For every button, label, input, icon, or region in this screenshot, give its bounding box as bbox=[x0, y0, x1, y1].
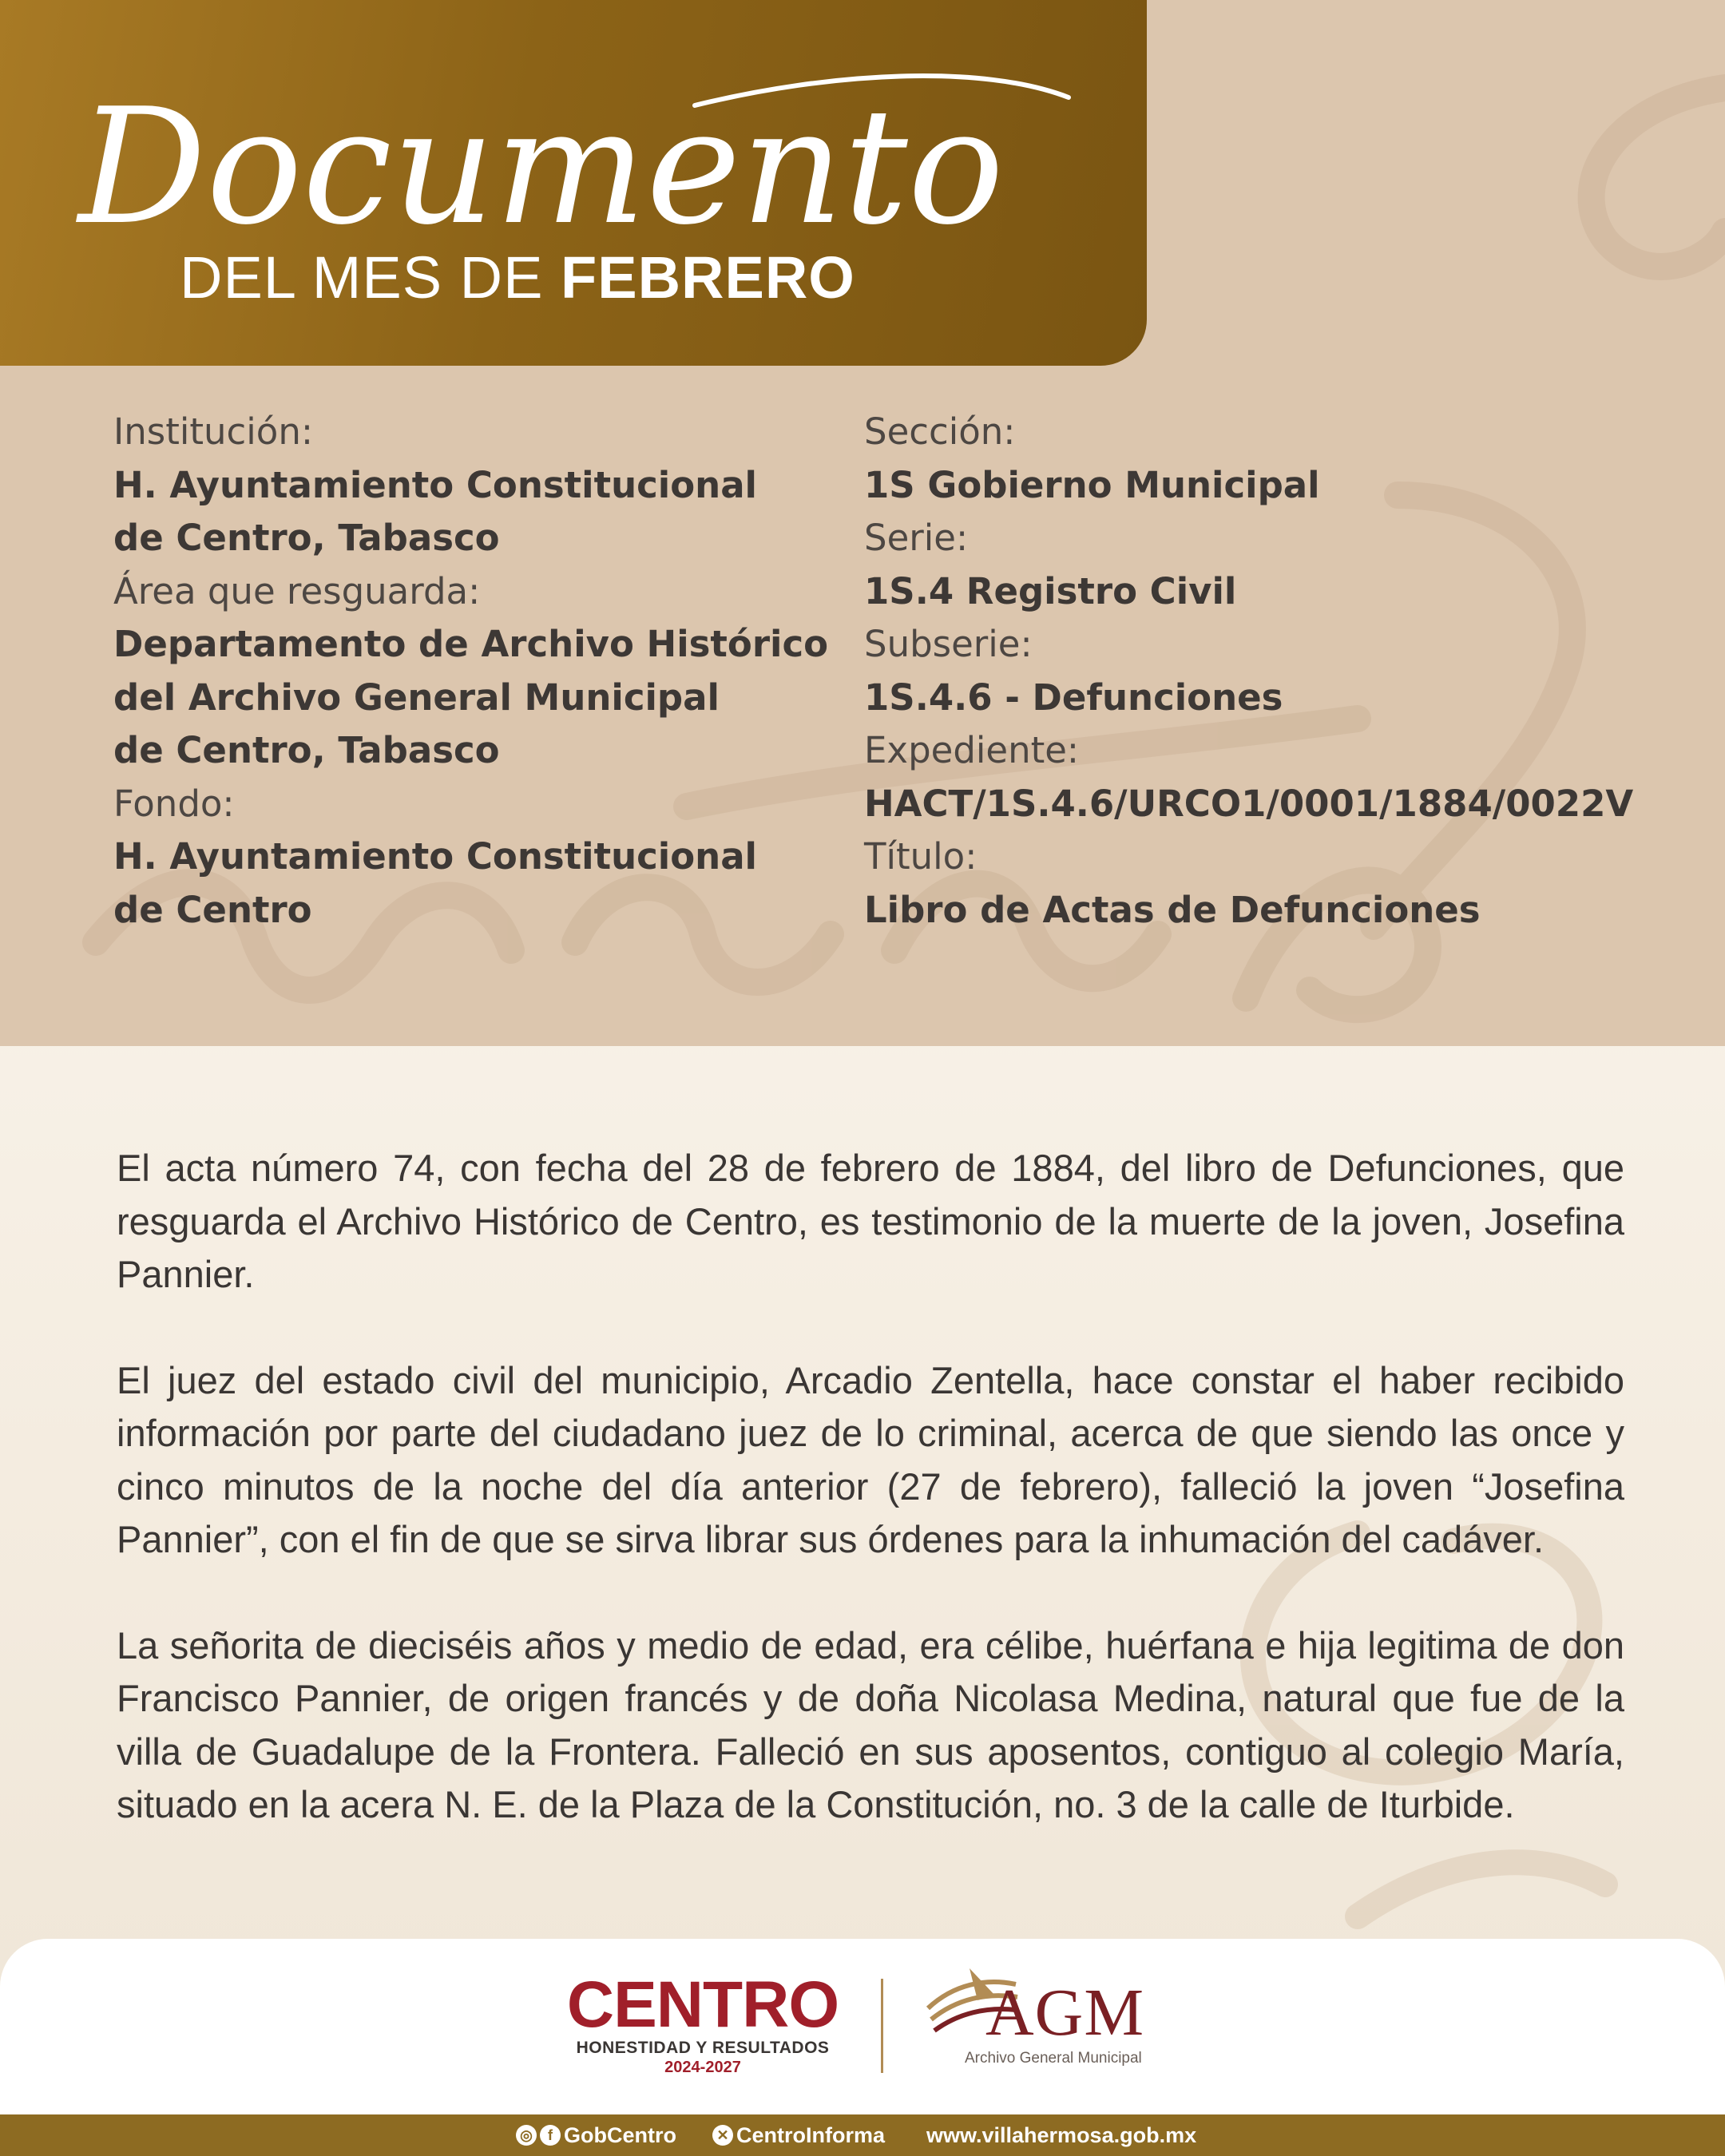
meta-value-institucion: H. Ayuntamiento Constitucional de Centro, Tabasco bbox=[113, 463, 757, 559]
subtitle-month: FEBRERO bbox=[561, 244, 855, 311]
script-title bbox=[72, 56, 1110, 264]
social-centroinforma[interactable] bbox=[712, 2121, 885, 2150]
meta-label-subserie: Subserie: bbox=[864, 623, 1033, 665]
agm-logo-subtitle: Archivo General Municipal bbox=[965, 2050, 1142, 2067]
meta-value-expediente: HACT/1S.4.6/URCO1/0001/1884/0022V bbox=[864, 782, 1634, 825]
meta-label-serie: Serie: bbox=[864, 517, 969, 559]
social-handle-gobcentro: GobCentro bbox=[564, 2122, 676, 2147]
meta-value-titulo: Libro de Actas de Defunciones bbox=[864, 888, 1481, 931]
facebook-icon: f bbox=[540, 2125, 561, 2146]
website-url: www.villahermosa.gob.mx bbox=[926, 2122, 1197, 2147]
instagram-icon: ◎ bbox=[516, 2125, 537, 2146]
meta-label-seccion: Sección: bbox=[864, 410, 1016, 453]
website-link[interactable] bbox=[926, 2121, 1196, 2150]
meta-label-titulo: Título: bbox=[864, 835, 978, 878]
meta-label-expediente: Expediente: bbox=[864, 729, 1080, 771]
social-gobcentro[interactable] bbox=[516, 2121, 676, 2150]
footer-logos-card bbox=[0, 1939, 1725, 2114]
paragraph: La señorita de dieciséis años y medio de edad, era célibe, huérfana e hija legitima de don Francisco Pannier, de origen francés y de doña Nicolasa Medina, natural que fue de la villa de Guadalupe de la Frontera. Falleció en sus aposentos, contiguo al colegio María, situado en la acera N. E. de la Plaza de la Constitución, no. 3 de la calle de Iturbide. bbox=[117, 1623, 1624, 1825]
centro-logo bbox=[559, 1968, 847, 2076]
header-subtitle bbox=[180, 244, 855, 311]
logo-divider bbox=[881, 1979, 883, 2073]
meta-value-seccion: 1S Gobierno Municipal bbox=[864, 463, 1320, 506]
paragraph: El acta número 74, con fecha del 28 de febrero de 1884, del libro de Defunciones, que resguarda el Archivo Histórico de Centro, es testimonio de la muerte de la joven, Josefina Pannier. bbox=[117, 1147, 1624, 1295]
meta-value-area: Departamento de Archivo Histórico del Archivo General Municipal de Centro, Tabasco bbox=[113, 623, 829, 771]
script-title-text: Documento bbox=[78, 74, 1005, 260]
header-banner bbox=[0, 0, 1147, 366]
meta-value-subserie: 1S.4.6 - Defunciones bbox=[864, 676, 1283, 719]
agm-logo-word: AGM bbox=[985, 1976, 1145, 2050]
metadata-left bbox=[113, 406, 832, 937]
meta-label-area: Área que resguarda: bbox=[113, 569, 481, 612]
centro-logo-years: 2024-2027 bbox=[664, 2059, 741, 2076]
paragraph: El juez del estado civil del municipio, Arcadio Zentella, hace constar el haber recibido información por parte del ciudadano juez de lo criminal, acerca de que siendo las once y cinco minutos de la noche del día anterior (27 de febrero), falleció la joven “Josefina Pannier”, con el fin de que se sirva librar sus órdenes para la inhumación del cadáver. bbox=[117, 1358, 1624, 1560]
metadata-right bbox=[864, 406, 1687, 937]
social-handle-centroinforma: CentroInforma bbox=[736, 2122, 886, 2147]
centro-logo-slogan: HONESTIDAD Y RESULTADOS bbox=[576, 2039, 830, 2057]
meta-label-institucion: Institución: bbox=[113, 410, 314, 453]
meta-label-fondo: Fondo: bbox=[113, 782, 235, 825]
centro-logo-word: CENTRO bbox=[566, 1968, 839, 2041]
meta-value-serie: 1S.4 Registro Civil bbox=[864, 569, 1237, 612]
subtitle-prefix: DEL MES DE bbox=[180, 244, 561, 311]
x-twitter-icon: ✕ bbox=[712, 2125, 733, 2146]
agm-logo bbox=[918, 1960, 1182, 2080]
document-description bbox=[117, 1142, 1624, 1885]
meta-value-fondo: H. Ayuntamiento Constitucional de Centro bbox=[113, 835, 757, 931]
